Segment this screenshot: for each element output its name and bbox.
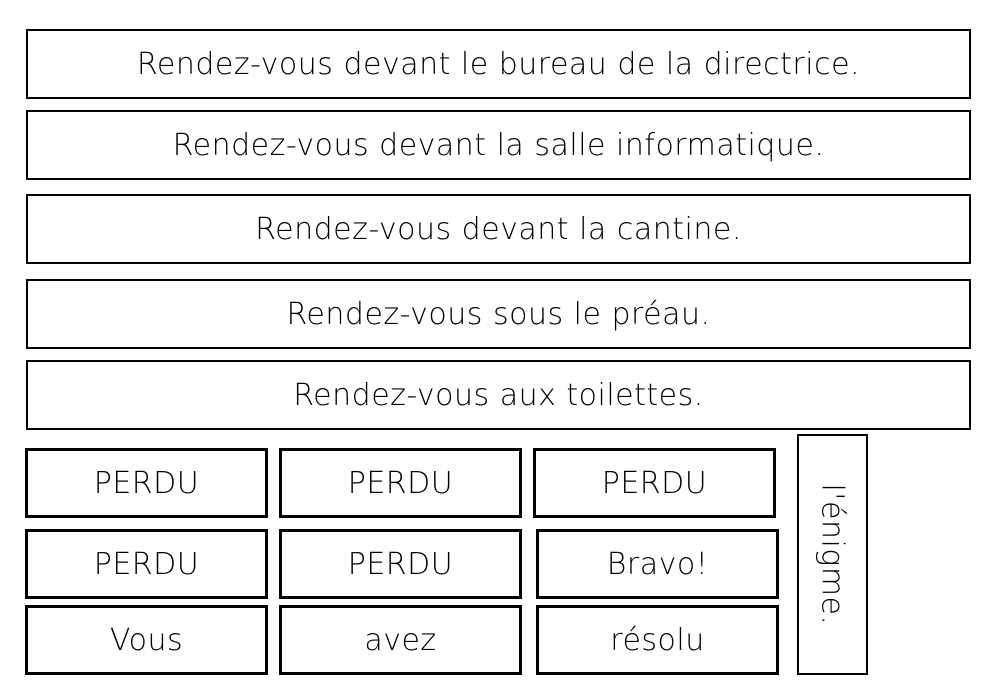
instruction-text: Rendez-vous devant la cantine. (255, 211, 742, 247)
instruction-card-directrice (26, 29, 971, 99)
card-bravo (536, 529, 779, 599)
instruction-card-preau (26, 279, 971, 349)
instruction-text: Rendez-vous aux toilettes. (293, 377, 704, 413)
card-text: PERDU (347, 465, 454, 501)
card-perdu (25, 529, 268, 599)
card-perdu (279, 529, 522, 599)
instruction-card-cantine (26, 194, 971, 264)
card-text: résolu (610, 622, 705, 658)
card-vous (25, 605, 268, 675)
card-perdu (25, 448, 268, 518)
card-text: avez (364, 622, 437, 658)
instruction-card-informatique (26, 110, 971, 180)
instruction-text: Rendez-vous devant la salle informatique. (172, 127, 825, 163)
card-text: l'énigme. (815, 483, 851, 626)
card-text: PERDU (347, 546, 454, 582)
card-text: PERDU (601, 465, 708, 501)
instruction-text: Rendez-vous devant le bureau de la directrice. (136, 46, 861, 82)
instruction-text: Rendez-vous sous le préau. (286, 296, 711, 332)
card-perdu (533, 448, 776, 518)
card-text: PERDU (93, 465, 200, 501)
card-enigme-vertical (797, 434, 868, 675)
card-resolu (536, 605, 779, 675)
card-perdu (279, 448, 522, 518)
card-text: Bravo! (606, 546, 709, 582)
instruction-card-toilettes (26, 360, 971, 430)
card-avez (279, 605, 522, 675)
card-text: PERDU (93, 546, 200, 582)
card-text: Vous (109, 622, 184, 658)
